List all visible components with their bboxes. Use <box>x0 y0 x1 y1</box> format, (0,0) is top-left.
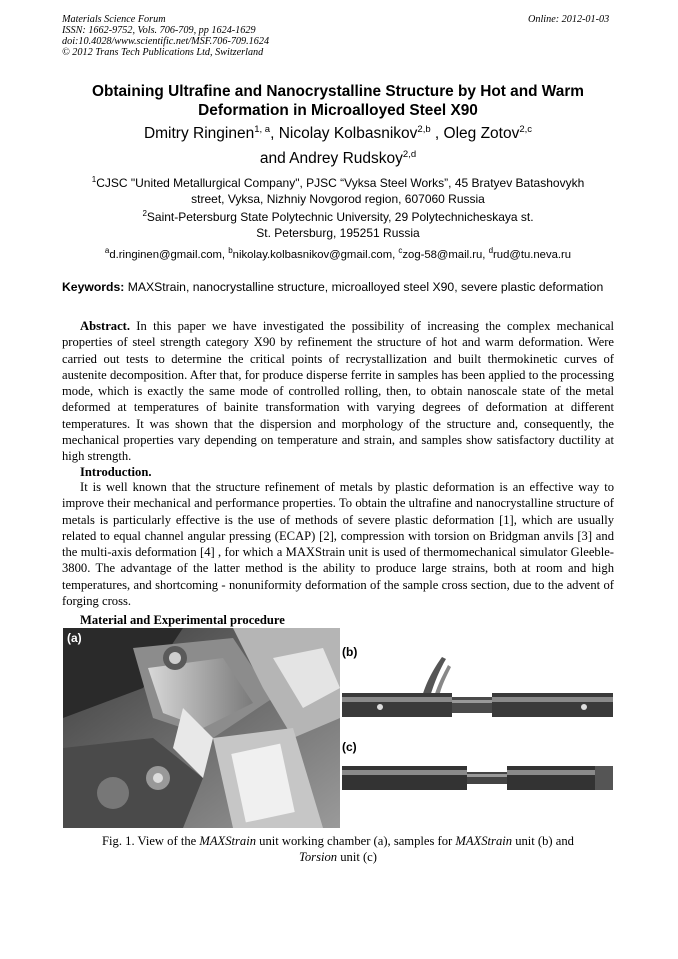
affiliation-text: St. Petersburg, 195251 Russia <box>256 226 420 240</box>
figure-b-sample <box>342 649 613 725</box>
caption-emphasis: MAXStrain <box>199 834 257 848</box>
section-heading: Material and Experimental procedure <box>80 613 285 627</box>
introduction-text: It is well known that the structure refinement of metals by plastic deformation is an effective way to improve their mechanical and performance properties. To obtain the ultrafine and nanocrystalline structure of metals is particularly effective is the use of methods of severe plastic deformation [1], which are usually related to equal channel angular pressing (ECAP) [2], compression with torsion on Bridgman anvils [3] and the multi-axis deformation [4] , for which a MAXStrain unit is used of thermomechanical simulator Gleeble-3800. The advantage of the latter method is the ability to produce large strains, both at room and high temperatures, and shortcoming - nonuniformity deformation of the sample cross section, due to the advent of forging cross. <box>62 480 614 609</box>
author-superscript: 2,c <box>519 124 533 135</box>
caption-text: unit (c) <box>337 850 377 864</box>
author-name: , Oleg Zotov <box>430 125 520 142</box>
email-superscript: a <box>104 246 110 255</box>
email-link[interactable]: d.ringinen@gmail.com, <box>109 249 229 261</box>
torsion-sample-image <box>342 762 613 794</box>
affiliation-text: Saint-Petersburg State Polytechnic University, 29 Polytechnicheskaya st. <box>146 210 534 224</box>
abstract-text: In this paper we have investigated the possibility of increasing the complex mechanical properties of steel strength category X90 by refinement the structure of hot and warm deformation. Were carried out tests to determine the critical points of recrystallization and built thermokinetic curves of austenite decomposition. After that, for produce disperse ferrite in samples has been applied to the processing mode, which is exactly the same mode of controlled rolling, then, to obtain nanoscale state of the metal deformed at temperatures of bainite transformation with varying degrees of deformation at different temperatures. It was shown that the dispersion and morphology of the structure and, consequently, the mechanical properties vary depending on temperature and strain, and samples show satisfactory ductility at high strength. <box>62 319 614 464</box>
author-line-1 <box>62 121 614 146</box>
keywords <box>62 280 614 295</box>
keywords-label: Keywords: <box>62 280 125 294</box>
author-list <box>62 121 614 171</box>
abstract-label: Abstract. <box>80 319 131 333</box>
caption-text: unit working chamber (a), samples for <box>256 834 456 848</box>
figure-label-c: (c) <box>342 740 357 754</box>
doi-line[interactable]: doi:10.4028/www.scientific.net/MSF.706-709.1624 <box>62 36 270 47</box>
author-name: and Andrey Rudskoy <box>259 150 403 167</box>
email-superscript: d <box>488 246 494 255</box>
author-line-2 <box>62 146 614 171</box>
figure-a-photo <box>63 628 340 828</box>
author-emails <box>62 247 614 263</box>
copyright-line: © 2012 Trans Tech Publications Ltd, Switzerland <box>62 47 264 58</box>
journal-name: Materials Science Forum <box>62 14 166 25</box>
affiliation-2 <box>62 209 614 241</box>
maxstrain-sample-image <box>342 649 613 725</box>
caption-emphasis: Torsion <box>299 850 338 864</box>
author-superscript: 2,d <box>402 149 417 160</box>
figure-caption <box>62 833 614 865</box>
affiliation-1 <box>62 175 614 207</box>
keywords-text: MAXStrain, nanocrystalline structure, microalloyed steel X90, severe plastic deformation <box>124 280 604 294</box>
journal-header <box>62 14 269 58</box>
author-superscript: 2,b <box>417 124 431 135</box>
figure-label-a: (a) <box>67 631 82 645</box>
caption-text: Fig. 1. View of the <box>102 834 200 848</box>
email-superscript: b <box>228 246 233 255</box>
email-superscript: c <box>398 246 403 255</box>
working-chamber-photo <box>63 628 340 828</box>
title-line-1: Obtaining Ultrafine and Nanocrystalline Structure by Hot and Warm <box>92 83 584 100</box>
author-name: Dmitry Ringinen <box>143 125 255 142</box>
affiliation-superscript: 1 <box>91 175 97 184</box>
figure-c-sample <box>342 762 613 794</box>
affiliation-text: CJSC "United Metallurgical Company", PJSC “Vyksa Steel Works”, 45 Bratyev Batashovykh <box>96 176 585 190</box>
online-date: Online: 2012-01-03 <box>528 14 610 25</box>
title-line-2: Deformation in Microalloyed Steel X90 <box>198 102 478 119</box>
issn-line: ISSN: 1662-9752, Vols. 706-709, pp 1624-1629 <box>62 25 256 36</box>
caption-text: unit (b) and <box>512 834 574 848</box>
figure-label-b: (b) <box>342 645 358 659</box>
abstract <box>62 318 614 465</box>
caption-emphasis: MAXStrain <box>455 834 513 848</box>
email-link[interactable]: zog-58@mail.ru, <box>402 249 489 261</box>
email-link[interactable]: rud@tu.neva.ru <box>493 249 572 261</box>
affiliation-superscript: 2 <box>142 209 147 218</box>
affiliation-text: street, Vyksa, Nizhniy Novgorod region, 607060 Russia <box>191 192 485 206</box>
paper-title <box>62 82 614 120</box>
introduction-heading: Introduction. <box>80 465 152 479</box>
author-separator: , Nicolay Kolbasnikov <box>270 125 418 142</box>
email-link[interactable]: nikolay.kolbasnikov@gmail.com, <box>232 249 399 261</box>
author-superscript: 1, a <box>254 124 271 135</box>
